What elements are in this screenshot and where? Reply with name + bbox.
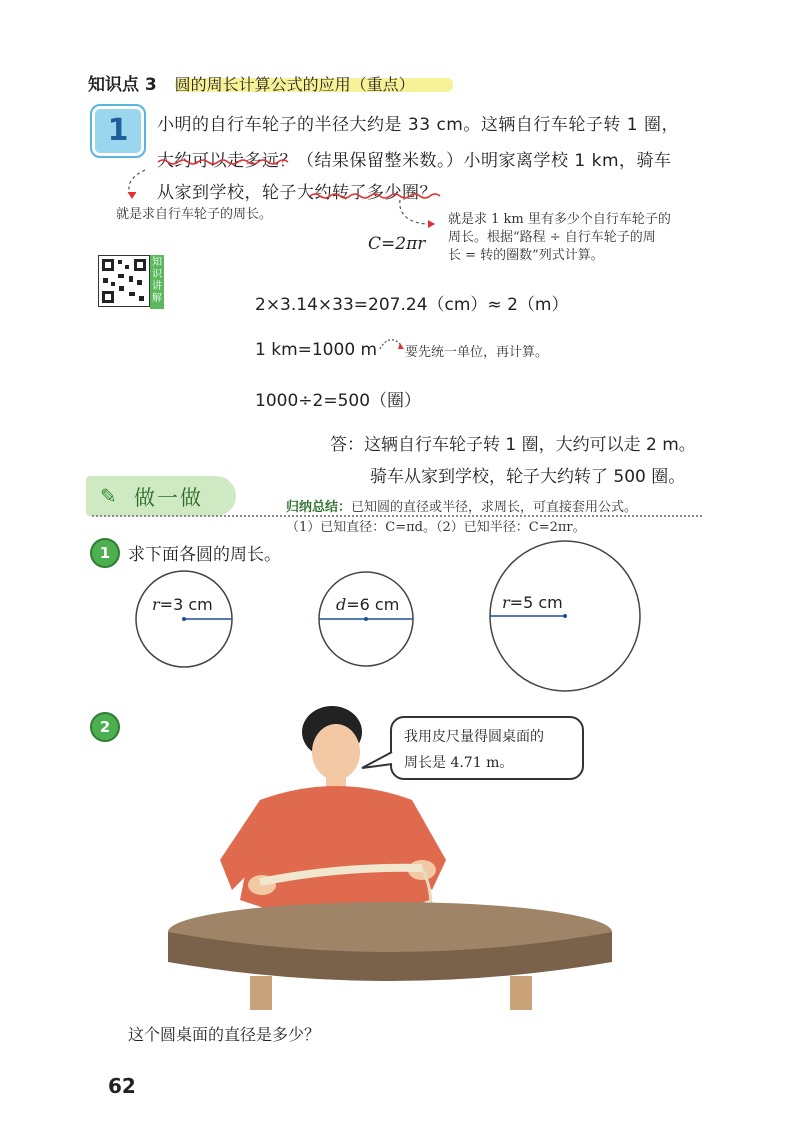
circle-1-label bbox=[152, 595, 213, 614]
bubble-line-1: 我用皮尺量得圆桌面的 bbox=[404, 729, 544, 745]
qr-pattern-icon bbox=[99, 256, 149, 306]
task-1-badge: 1 bbox=[90, 538, 120, 568]
practice-title: 做一做 bbox=[134, 486, 203, 510]
man-measuring-table-illustration bbox=[160, 700, 620, 1020]
pencil-icon: ✎ bbox=[100, 484, 117, 508]
circle-2-var: d bbox=[336, 595, 347, 614]
circle-2-value: =6 cm bbox=[346, 595, 400, 614]
circle-1-var: r bbox=[152, 595, 160, 614]
problem-line-1: 小明的自行车轮子的半径大约是 33 cm。这辆自行车轮子转 1 圈， bbox=[157, 115, 679, 135]
circle-1-value: =3 cm bbox=[159, 595, 213, 614]
formula: C=2πr bbox=[368, 234, 426, 254]
summary-line-2: （1）已知直径：C=πd。（2）已知半径：C=2πr。 bbox=[286, 520, 586, 535]
summary-text-1: 已知圆的直径或半径，求周长，可直接套用公式。 bbox=[351, 500, 638, 515]
circle-2-label bbox=[336, 595, 399, 614]
circle-3-value: =5 cm bbox=[509, 593, 563, 612]
note-perimeter: 就是求自行车轮子的周长。 bbox=[116, 207, 273, 222]
circle-3-label bbox=[502, 593, 563, 612]
unit-arrow-icon bbox=[378, 335, 408, 355]
section-topic: 圆的周长计算公式的应用（重点） bbox=[174, 75, 415, 94]
circle-figures bbox=[0, 540, 800, 700]
task-2-badge: 2 bbox=[90, 712, 120, 742]
note-right-2: 周长。根据“路程 ÷ 自行车轮子的周 bbox=[448, 230, 656, 245]
qr-label: 知识讲解 bbox=[150, 255, 164, 309]
summary-line-1 bbox=[286, 496, 637, 515]
calc-line-1: 2×3.14×33=207.24（cm）≈ 2（m） bbox=[255, 295, 569, 315]
task-2-question: 这个圆桌面的直径是多少？ bbox=[128, 1025, 321, 1044]
page-number: 62 bbox=[108, 1074, 136, 1098]
unit-note: 要先统一单位，再计算。 bbox=[405, 345, 549, 360]
section-number: 知识点 3 bbox=[88, 75, 157, 95]
note-right-1: 就是求 1 km 里有多少个自行车轮子的 bbox=[448, 212, 671, 227]
problem-line-2: 大约可以走多远？（结果保留整米数。）小明家离学校 1 km，骑车 bbox=[157, 151, 672, 171]
qr-code[interactable] bbox=[98, 255, 150, 307]
circle-3-var: r bbox=[502, 593, 510, 612]
answer-line-2: 骑车从家到学校，轮子大约转了 500 圈。 bbox=[370, 467, 686, 487]
summary-tag: 归纳总结： bbox=[286, 500, 352, 515]
practice-header bbox=[86, 476, 236, 516]
note-right-3: 长 = 转的圈数”列式计算。 bbox=[448, 248, 604, 263]
problem-line-3: 从家到学校，轮子大约转了多少圈？ bbox=[157, 183, 437, 203]
calc-line-2: 1 km=1000 m bbox=[255, 340, 378, 360]
task-1-text: 求下面各圆的周长。 bbox=[128, 545, 281, 565]
answer-line-1: 答：这辆自行车轮子转 1 圈，大约可以走 2 m。 bbox=[330, 435, 696, 455]
example-badge: 1 bbox=[92, 106, 144, 156]
bubble-line-2: 周长是 4.71 m。 bbox=[404, 755, 514, 771]
calc-line-3: 1000÷2=500（圈） bbox=[255, 391, 422, 411]
